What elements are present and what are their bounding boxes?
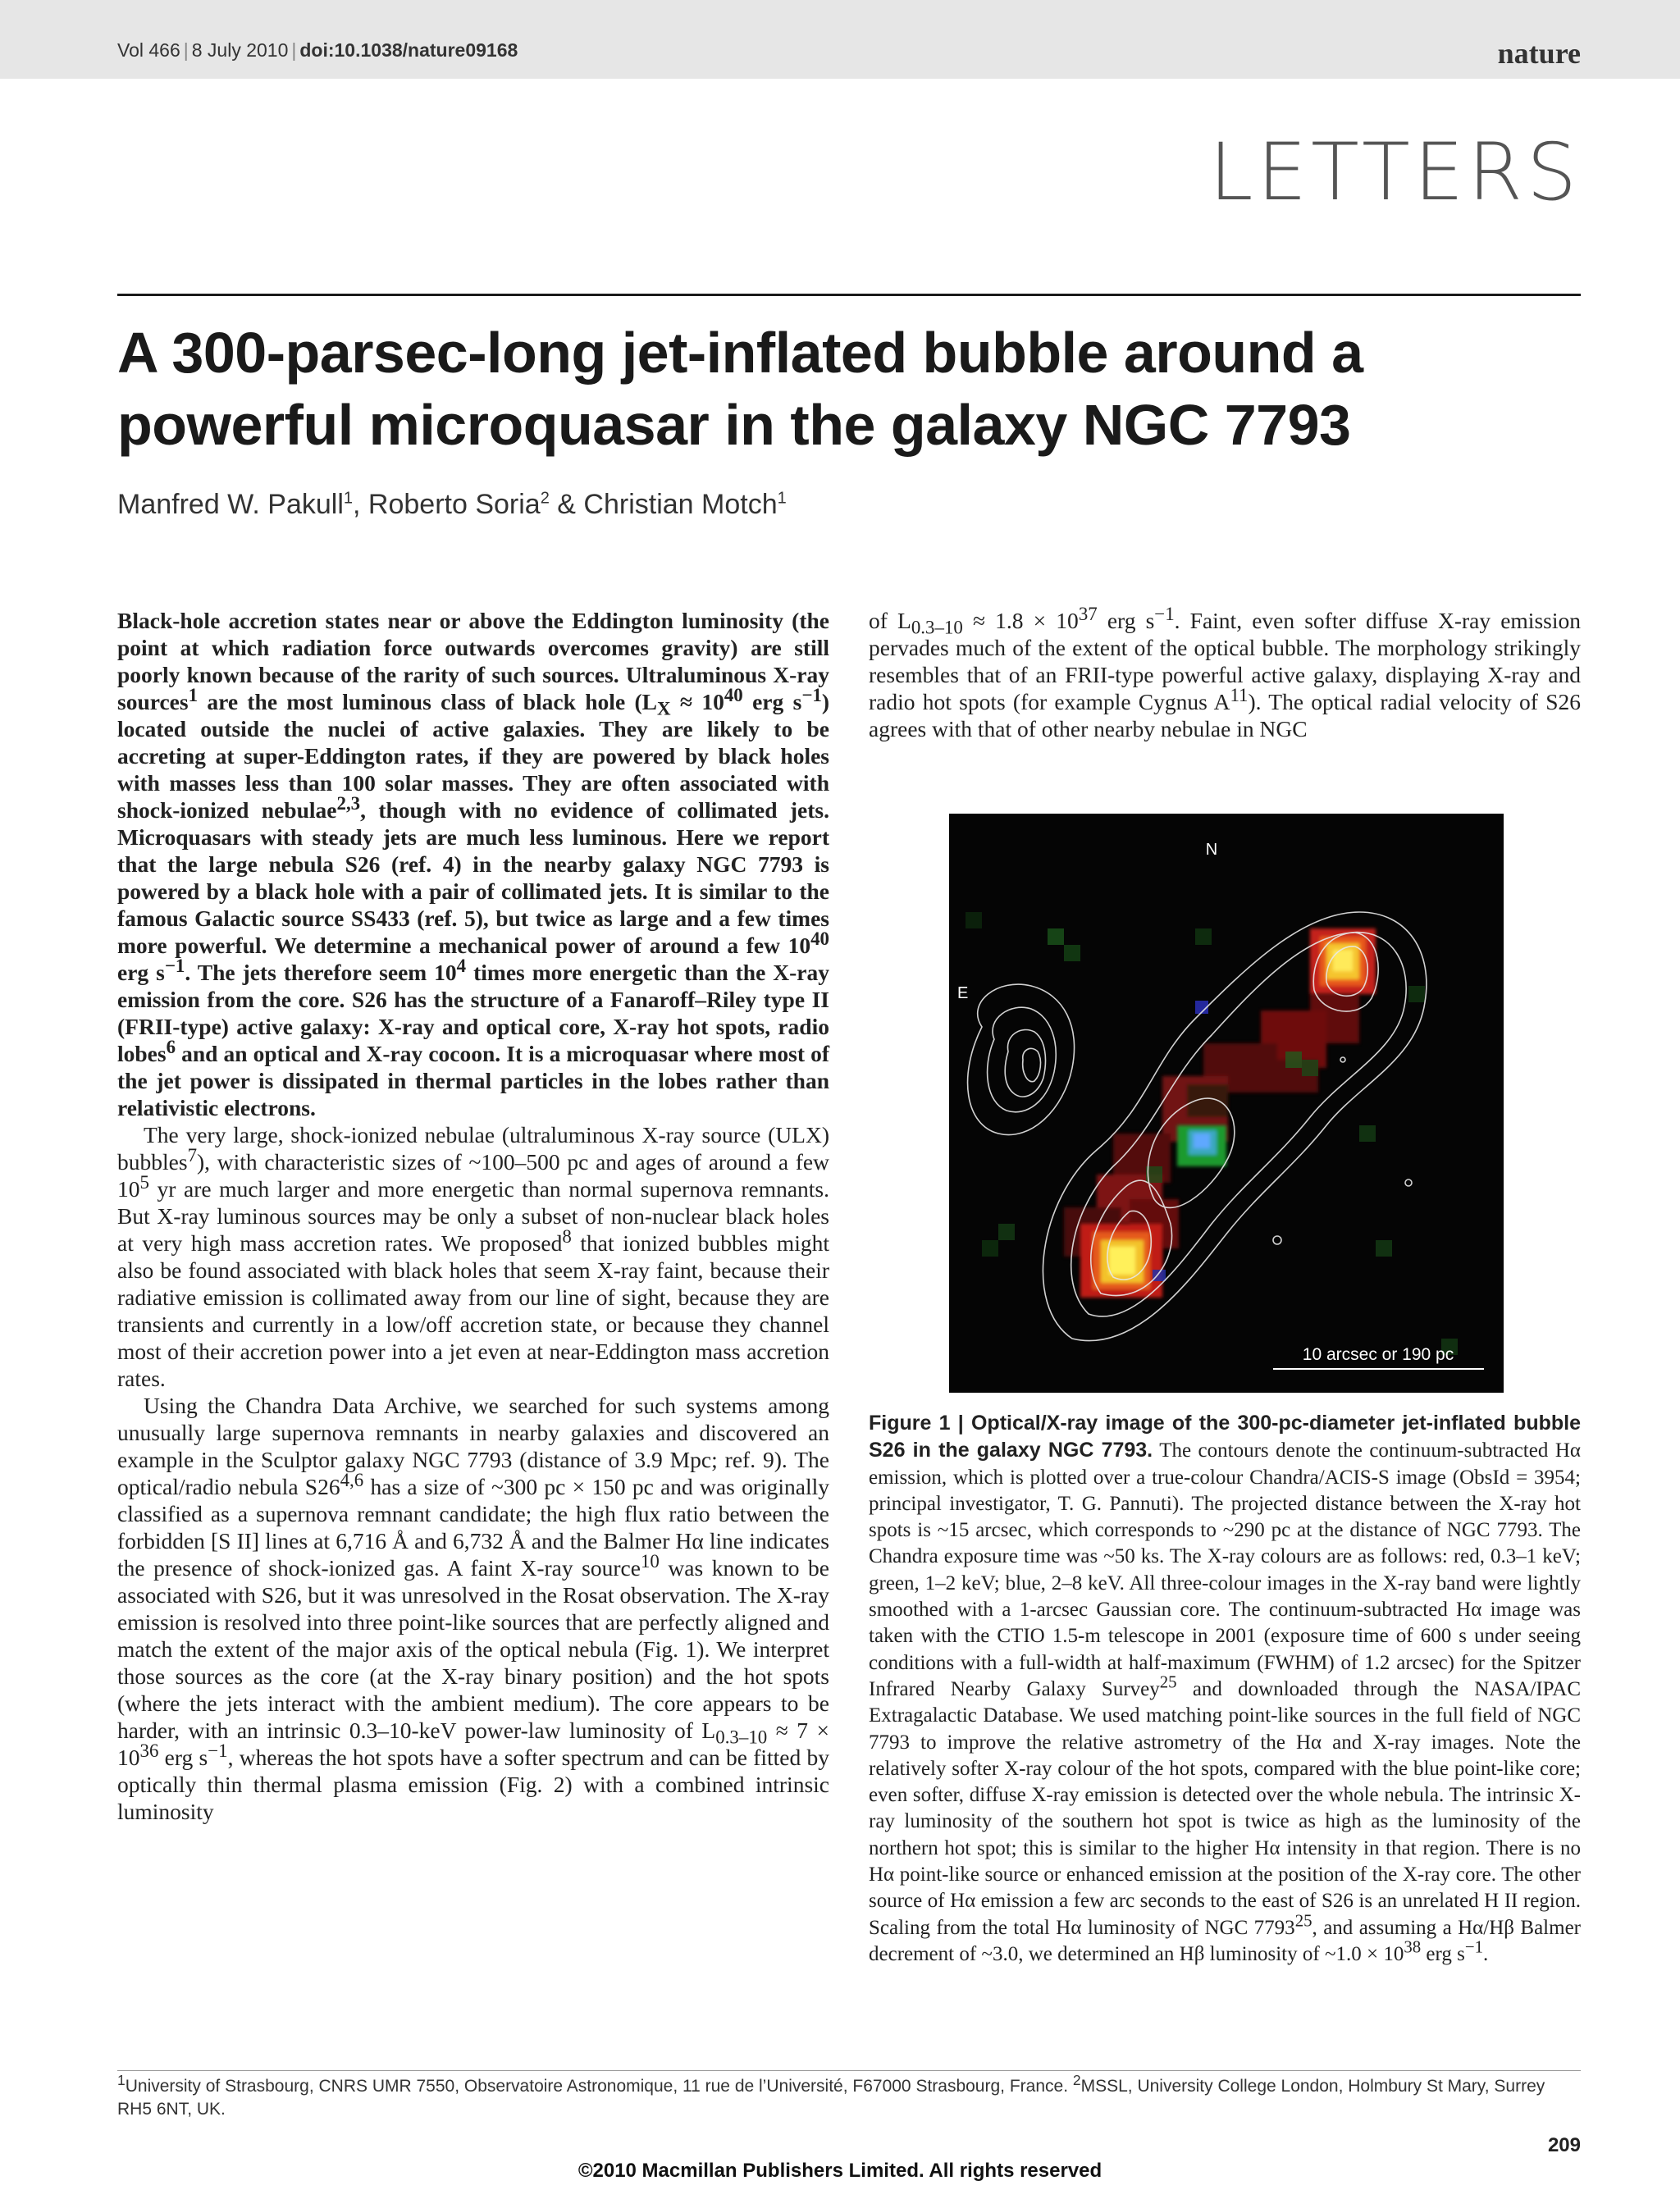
page-number: 209 bbox=[1547, 2134, 1581, 2156]
journal-name: nature bbox=[1497, 37, 1581, 70]
article-title bbox=[117, 317, 1577, 461]
doi-link[interactable]: doi:10.1038/nature09168 bbox=[299, 39, 518, 61]
issue-date: 8 July 2010 bbox=[191, 39, 289, 61]
section-label: LETTERS bbox=[1208, 126, 1581, 218]
volume: Vol 466 bbox=[117, 39, 180, 61]
hot-spot-north bbox=[1310, 928, 1376, 994]
scale-bar-label: 10 arcsec or 190 pc bbox=[1302, 1345, 1454, 1364]
body-paragraph-2: Using the Chandra Data Archive, we searched for such systems among unusually large supernova remnants in nearby galaxies and discovered an example in the Sculptor galaxy NGC 7793 (distance of 3.9 Mpc; ref. 9). The optical/radio nebula S26$^{4,6}$ has a size of ~300 pc × 150 pc and was originally classified as a supernova remnant candidate; the high flux ratio between the forbidden [S II] lines at 6,716 Å and 6,732 Å and the Balmer Hα line indicates the presence of shock-ionized gas. A faint X-ray source$^{10}$ was known to be associated with S26, but it was unresolved in the Rosat observation. The X-ray emission is resolved into three point-like sources that are perfectly aligned and match the extent of the major axis of the optical nebula (Fig. 1). We interpret those sources as the core (at the X-ray binary position) and the hot spots (where the jets interact with the ambient medium). The core appears to be harder, with an intrinsic 0.3–10-keV power-law luminosity of $L_{0.3-10} \approx 7 \times 10^{36}$ erg $s^{-1}$, whereas the hot spots have a softer spectrum and can be fitted by optically thin thermal plasma emission (Fig. 2) with a combined intrinsic luminosity bbox=[117, 1393, 829, 1824]
x-ray-core bbox=[1177, 1125, 1226, 1166]
body-paragraph-3: of $L_{0.3-10} \approx 1.8 \times 10^{37}$ erg $s^{-1}$. Faint, even softer diffuse X-ray emission pervades much of the extent of the optical bubble. The morphology strikingly resembles that of an FRII-type powerful active galaxy, displaying X-ray and radio hot spots (for example Cygnus $A^{11}$). The optical radial velocity of S26 agrees with that of other nearby nebulae in NGC bbox=[869, 603, 1581, 741]
affiliation-1: University of Strasbourg, CNRS UMR 7550, Observatoire Astronomique, 11 rue de l’Université, F67000 Strasbourg, France. bbox=[125, 2077, 1073, 2096]
affiliation-2: MSSL, University College London, Holmbury St Mary, Surrey RH5 6NT, UK. bbox=[117, 2077, 1545, 2119]
right-column bbox=[869, 603, 1581, 742]
author-1: Manfred W. Pakull bbox=[117, 489, 344, 520]
title-line-1: A 300-parsec-long jet-inflated bubble around a bbox=[117, 321, 1363, 385]
author-2: Roberto Soria bbox=[368, 489, 541, 520]
figure-1-image bbox=[949, 814, 1504, 1393]
figure-1-caption: Figure 1 | Optical/X-ray image of the 300-pc-diameter jet-inflated bubble S26 in the galaxy NGC 7793. The contours denote the continuum-subtracted Hα emission, which is plotted over a true-colour Chandra/ACIS-S image (ObsId = 3954; principal investigator, T. G. Pannuti). The projected distance between the X-ray hot spots is ~15 arcsec, which corresponds to ~290 pc at the distance of NGC 7793. The Chandra exposure time was ~50 ks. The X-ray colours are as follows: red, 0.3–1 keV; green, 1–2 keV; blue, 2–8 keV. All three-colour images in the X-ray band were lightly smoothed with a 1-arcsec Gaussian core. The continuum-subtracted Hα image was taken with the CTIO 1.5-m telescope in 2001 (exposure time of 600 s under seeing conditions with a full-width at half-maximum (FWHM) of 1.2 arcsec) for the Spitzer Infrared Nearby Galaxy Survey$^{25}$ and downloaded through the NASA/IPAC Extragalactic Database. We used matching point-like sources in the full field of NGC 7793 to improve the relative astrometry of the Hα and X-ray images. Note the relatively softer X-ray colour of the hot spots, compared with the blue point-like core; even softer, diffuse X-ray emission is detected over the whole nebula. The intrinsic X-ray luminosity of the southern hot spot is twice as high as the luminosity of the northern hot spot; this is similar to the higher Hα intensity in that region. There is no Hα point-like source or enhanced emission at the position of the X-ray core. The other source of Hα emission a few arc seconds to the east of S26 is an unrelated H II region. Scaling from the total Hα luminosity of NGC 7793$^{25}$, and assuming a Hα/Hβ Balmer decrement of ~3.0, we determined an Hβ luminosity of ~1.0 × $10^{38}$ erg $s^{-1}$. bbox=[869, 1412, 1581, 1965]
author-separator: & bbox=[549, 489, 584, 520]
author-list bbox=[117, 489, 787, 521]
header-bar bbox=[0, 0, 1680, 79]
left-column bbox=[117, 607, 829, 1825]
caption-label: Figure 1 | Optical/X-ray image of the 300-pc-diameter jet-inflated bubble S26 in the galaxy NGC 7793. bbox=[869, 1412, 1581, 1462]
north-label: N bbox=[1205, 841, 1218, 859]
author-3-affiliation: 1 bbox=[777, 489, 787, 508]
title-line-2: powerful microquasar in the galaxy NGC 7793 bbox=[117, 393, 1351, 457]
copyright-notice: ©2010 Macmillan Publishers Limited. All rights reserved bbox=[578, 2160, 1102, 2182]
author-3: Christian Motch bbox=[583, 489, 778, 520]
running-head: Vol 466 | 8 July 2010 | doi:10.1038/nature09168 bbox=[117, 39, 518, 61]
footnote-rule bbox=[117, 2070, 1581, 2071]
body-paragraph-1: The very large, shock-ionized nebulae (ultraluminous X-ray source (ULX) bubbles$^7$), with characteristic sizes of ~100–500 pc and ages of around a few $10^5$ yr are much larger and more energetic than normal supernova remnants. But X-ray luminous sources may be only a subset of non-nuclear black holes at very high mass accretion rates. We proposed$^8$ that ionized bubbles might also be found associated with black holes that seem X-ray faint, because their radiative emission is collimated away from our line of sight, because they are transients and currently in a low/off accretion state, or because they channel most of their accretion power into a jet even at near-Eddington mass accretion rates. bbox=[117, 1122, 829, 1391]
affiliations: $^1$University of Strasbourg, CNRS UMR 7550, Observatoire Astronomique, 11 rue de l’Université, F67000 Strasbourg, France. $^2$MSSL, University College London, Holmbury St Mary, Surrey RH5 6NT, UK. bbox=[117, 2072, 1545, 2119]
hot-spot-south bbox=[1080, 1224, 1162, 1298]
author-1-affiliation: 1 bbox=[343, 489, 354, 508]
abstract: Black-hole accretion states near or above the Eddington luminosity (the point at which radiation force outwards overcomes gravity) are still poorly known because of the rarity of such sources. Ultraluminous X-ray sources$^1$ are the most luminous class of black hole ($L_X \approx 10^{40}$ erg $s^{-1}$) located outside the nuclei of active galaxies. They are likely to be accreting at super-Eddington rates, if they are powered by black holes with masses less than 100 solar masses. They are often associated with shock-ionized nebulae$^{2,3}$, though with no evidence of collimated jets. Microquasars with steady jets are much less luminous. Here we report that the large nebula S26 (ref. 4) in the nearby galaxy NGC 7793 is powered by a black hole with a pair of collimated jets. It is similar to the famous Galactic source SS433 (ref. 5), but twice as large and a few times more powerful. We determine a mechanical power of around a few $10^{40}$ erg $s^{-1}$. The jets therefore seem $10^4$ times more energetic than the X-ray emission from the core. S26 has the structure of a Fanaroff–Riley type II (FRII-type) active galaxy: X-ray and optical core, X-ray hot spots, radio lobes$^6$ and an optical and X-ray cocoon. It is a microquasar where most of the jet power is dissipated in thermal particles in the lobes rather than relativistic electrons. bbox=[117, 608, 829, 1120]
author-separator: , bbox=[353, 489, 368, 520]
title-rule bbox=[117, 294, 1581, 296]
author-2-affiliation: 2 bbox=[540, 489, 550, 508]
east-label: E bbox=[957, 984, 969, 1002]
